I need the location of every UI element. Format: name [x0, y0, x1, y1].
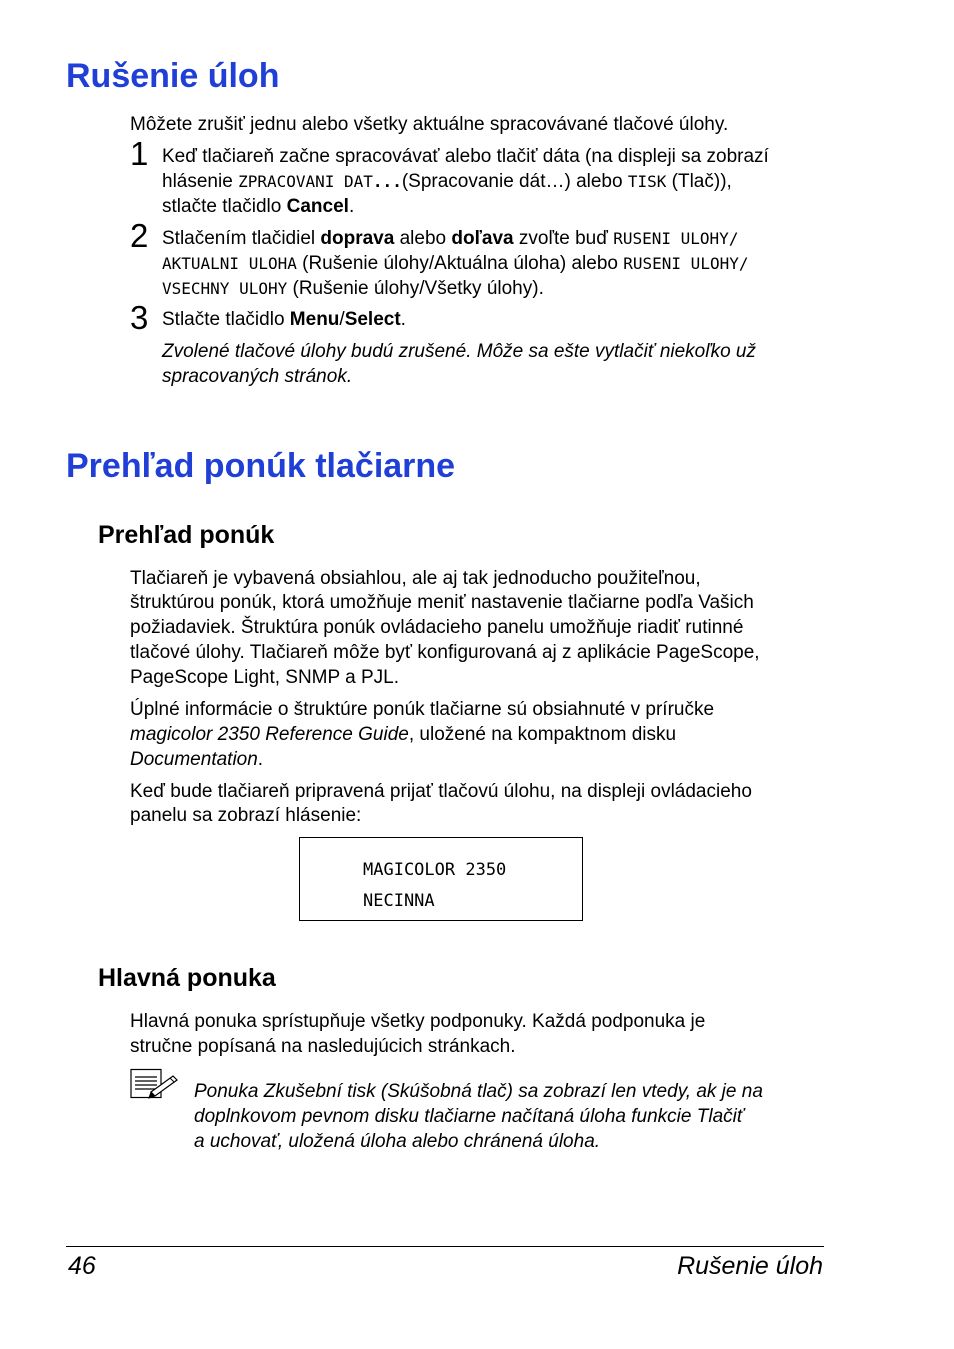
button-name: Cancel	[286, 196, 349, 217]
paragraph-line: panelu sa zobrazí hlásenie:	[130, 805, 362, 826]
page-title: Rušenie úloh	[66, 57, 280, 95]
note-line: Ponuka Zkušební tisk (Skúšobná tlač) sa zobrazí len vtedy, ak je na	[194, 1081, 763, 1102]
step-3-text: .	[400, 309, 406, 330]
display-line-1: MAGICOLOR 2350	[363, 860, 507, 880]
display-message-code: ZPRACOVANI DAT	[238, 172, 373, 191]
paragraph-line: tlačové úlohy. Tlačiareň môže byť konfigurovaná aj z aplikácie PageScope,	[130, 642, 760, 663]
display-message-code: RUSENI ULOHY/	[623, 254, 749, 273]
note-line: doplnkovom pevnom disku tlačiarne načítaná úloha funkcie Tlačiť	[194, 1106, 744, 1127]
note-line: a uchovať, uložená úloha alebo chránená úloha.	[194, 1131, 601, 1152]
step-1-line-3	[162, 194, 354, 219]
button-name: Select	[344, 309, 401, 330]
step-2-line-2	[162, 251, 748, 276]
document-reference: magicolor 2350 Reference Guide	[130, 724, 409, 745]
step-2-line-1	[162, 226, 738, 251]
note-icon	[129, 1068, 181, 1102]
step-1-text: .	[348, 196, 355, 217]
paragraph-line: Keď bude tlačiareň pripravená prijať tlačovú úlohu, na displeji ovládacieho	[130, 781, 752, 802]
step-2-text: Stlačením tlačidiel	[162, 228, 321, 249]
button-name: Menu	[289, 309, 340, 330]
step-1-text: stlačte tlačidlo	[162, 196, 287, 217]
step-note-line-1: Zvolené tlačové úlohy budú zrušené. Môže sa ešte vytlačiť niekoľko už	[162, 341, 757, 362]
paragraph-line: štruktúrou ponúk, ktorá umožňuje meniť nastavenie tlačiarne podľa Vašich	[130, 592, 754, 613]
display-message-code: AKTUALNI ULOHA	[162, 254, 297, 273]
paragraph-line: požiadaviek. Štruktúra ponúk ovládacieho panelu umožňuje riadiť rutinné	[130, 617, 744, 638]
step-2-text: (Rušenie úlohy/Aktuálna úloha) alebo	[296, 253, 624, 274]
intro-text: Môžete zrušiť jednu alebo všetky aktuálne spracovávané tlačové úlohy.	[130, 114, 729, 135]
display-message-code: VSECHNY ULOHY	[162, 279, 288, 298]
step-3-text: Stlačte tlačidlo	[162, 309, 290, 330]
paragraph-line	[130, 747, 263, 772]
button-name: doľava	[451, 228, 514, 249]
footer-divider	[66, 1246, 824, 1247]
step-1-text: hlásenie	[162, 171, 239, 192]
paragraph-text: , uložené na kompaktnom disku	[408, 724, 677, 745]
page-number: 46	[68, 1252, 96, 1280]
control-panel-display	[299, 837, 583, 921]
paragraph-line: PageScope Light, SNMP a PJL.	[130, 667, 399, 688]
step-2-line-3	[162, 276, 544, 301]
section-title: Prehľad ponúk tlačiarne	[66, 447, 456, 485]
step-1-text: (Spracovanie dát…) alebo	[401, 171, 628, 192]
step-number-3: 3	[130, 299, 149, 336]
subsection-title-overview: Prehľad ponúk	[98, 521, 275, 549]
step-note-line-2: spracovaných stránok.	[162, 366, 353, 387]
paragraph-line: Hlavná ponuka sprístupňuje všetky podponuky. Každá podponuka je	[130, 1011, 706, 1032]
step-3-text: /	[339, 309, 345, 330]
ellipsis: ...	[372, 172, 402, 191]
step-2-text: alebo	[394, 228, 452, 249]
display-line-2: NECINNA	[363, 891, 435, 911]
step-2-text: (Rušenie úlohy/Všetky úlohy).	[287, 278, 544, 299]
button-name: doprava	[320, 228, 395, 249]
subsection-title-main-menu: Hlavná ponuka	[98, 964, 276, 992]
paragraph-text: .	[257, 749, 264, 770]
document-reference: Documentation	[130, 749, 258, 770]
step-number-2: 2	[130, 217, 149, 254]
step-1-line-2	[162, 169, 732, 194]
paragraph-line: Úplné informácie o štruktúre ponúk tlačiarne sú obsiahnuté v príručke	[130, 699, 715, 720]
paragraph-line: Tlačiareň je vybavená obsiahlou, ale aj tak jednoducho použiteľnou,	[130, 568, 701, 589]
paragraph-line	[130, 722, 676, 747]
display-message-code: RUSENI ULOHY/	[613, 229, 739, 248]
step-1-text: (Tlač)),	[666, 171, 732, 192]
step-1-line-1: Keď tlačiareň začne spracovávať alebo tlačiť dáta (na displeji sa zobrazí	[162, 146, 769, 167]
paragraph-line: stručne popísaná na nasledujúcich stránkach.	[130, 1036, 516, 1057]
step-number-1: 1	[130, 135, 149, 172]
step-3-line-1	[162, 307, 406, 332]
step-2-text: zvoľte buď	[513, 228, 614, 249]
display-message-code: TISK	[627, 172, 667, 191]
running-title: Rušenie úloh	[677, 1252, 823, 1280]
